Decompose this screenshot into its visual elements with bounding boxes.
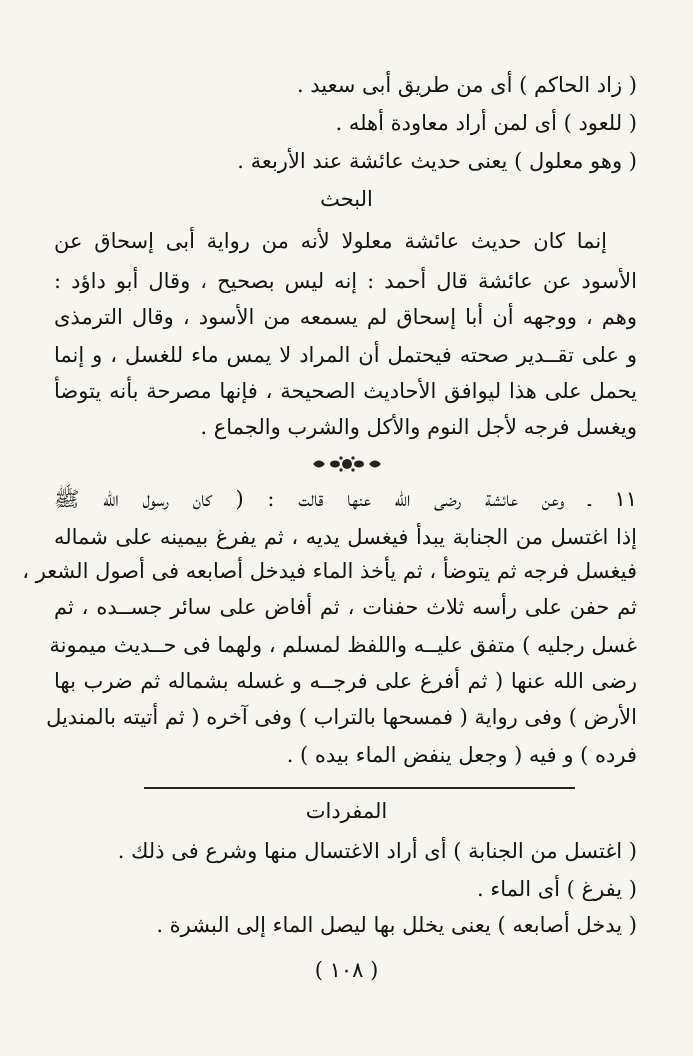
paragraph-line: يحمل على هذا ليوافق الأحاديث الصحيحة ، فإنها مصرحة بأنه يتوضأ	[54, 379, 637, 403]
hadith-line: الأرض ) وفى رواية ( فمسحها بالتراب ) وفى آخره ( ثم أتيته بالمنديل	[46, 705, 637, 729]
vocab-line: ( اغتسل من الجنابة ) أى أراد الاغتسال منها وشرع فى ذلك .	[117, 839, 637, 863]
hadith-line: رضى الله عنها ( ثم أفرغ على فرجــه و غسله بشماله ثم ضرب بها	[54, 669, 637, 693]
hadith-line: فرده ) و فيه ( وجعل ينفض الماء بيده ) .	[286, 743, 637, 767]
decorative-ornament-icon	[0, 454, 693, 474]
hadith-line: فيغسل فرجه ثم يتوضأ ، ثم يأخذ الماء فيدخل أصابعه فى أصول الشعر ،	[22, 559, 637, 583]
paragraph-line: إنما كان حديث عائشة معلولا لأنه من رواية أبى إسحاق عن	[54, 229, 607, 253]
section-divider	[144, 787, 575, 789]
paragraph-line: وهم ، ووجهه أن أبا إسحاق لم يسمعه من الأسود ، وقال الترمذى	[54, 305, 637, 329]
section-heading-research: البحث	[320, 187, 373, 211]
page-number: ( ١٠٨ )	[314, 958, 379, 982]
section-heading-vocabulary: المفردات	[305, 799, 388, 823]
hadith-line: ١١ ـ وعن عائشة رضى الله عنها قالت : ( كان رسول الله ﷺ	[54, 487, 637, 511]
paragraph-line: الأسود عن عائشة قال أحمد : إنه ليس بصحيح ، وقال أبو داؤد :	[54, 269, 637, 293]
glossary-line: ( زاد الحاكم ) أى من طريق أبى سعيد .	[296, 73, 637, 97]
hadith-line: غسل رجليه ) متفق عليــه واللفظ لمسلم ، ولهما فى حــديث ميمونة	[49, 633, 637, 657]
paragraph-line: ويغسل فرجه لأجل النوم والأكل والشرب والجماع .	[200, 415, 637, 439]
glossary-line: ( للعود ) أى لمن أراد معاودة أهله .	[335, 111, 637, 135]
hadith-line: ثم حفن على رأسه ثلاث حفنات ، ثم أفاض على سائر جســده ، ثم	[54, 595, 637, 619]
hadith-line: إذا اغتسل من الجنابة يبدأ فيغسل يديه ، ثم يفرغ بيمينه على شماله	[54, 525, 637, 549]
glossary-line: ( وهو معلول ) يعنى حديث عائشة عند الأربعة .	[237, 149, 637, 173]
vocab-line: ( يدخل أصابعه ) يعنى يخلل بها ليصل الماء إلى البشرة .	[156, 913, 637, 937]
paragraph-line: و على تقــدير صحته فيحتمل أن المراد لا يمس ماء للغسل ، و إنما	[54, 343, 637, 367]
vocab-line: ( يفرغ ) أى الماء .	[477, 877, 637, 901]
